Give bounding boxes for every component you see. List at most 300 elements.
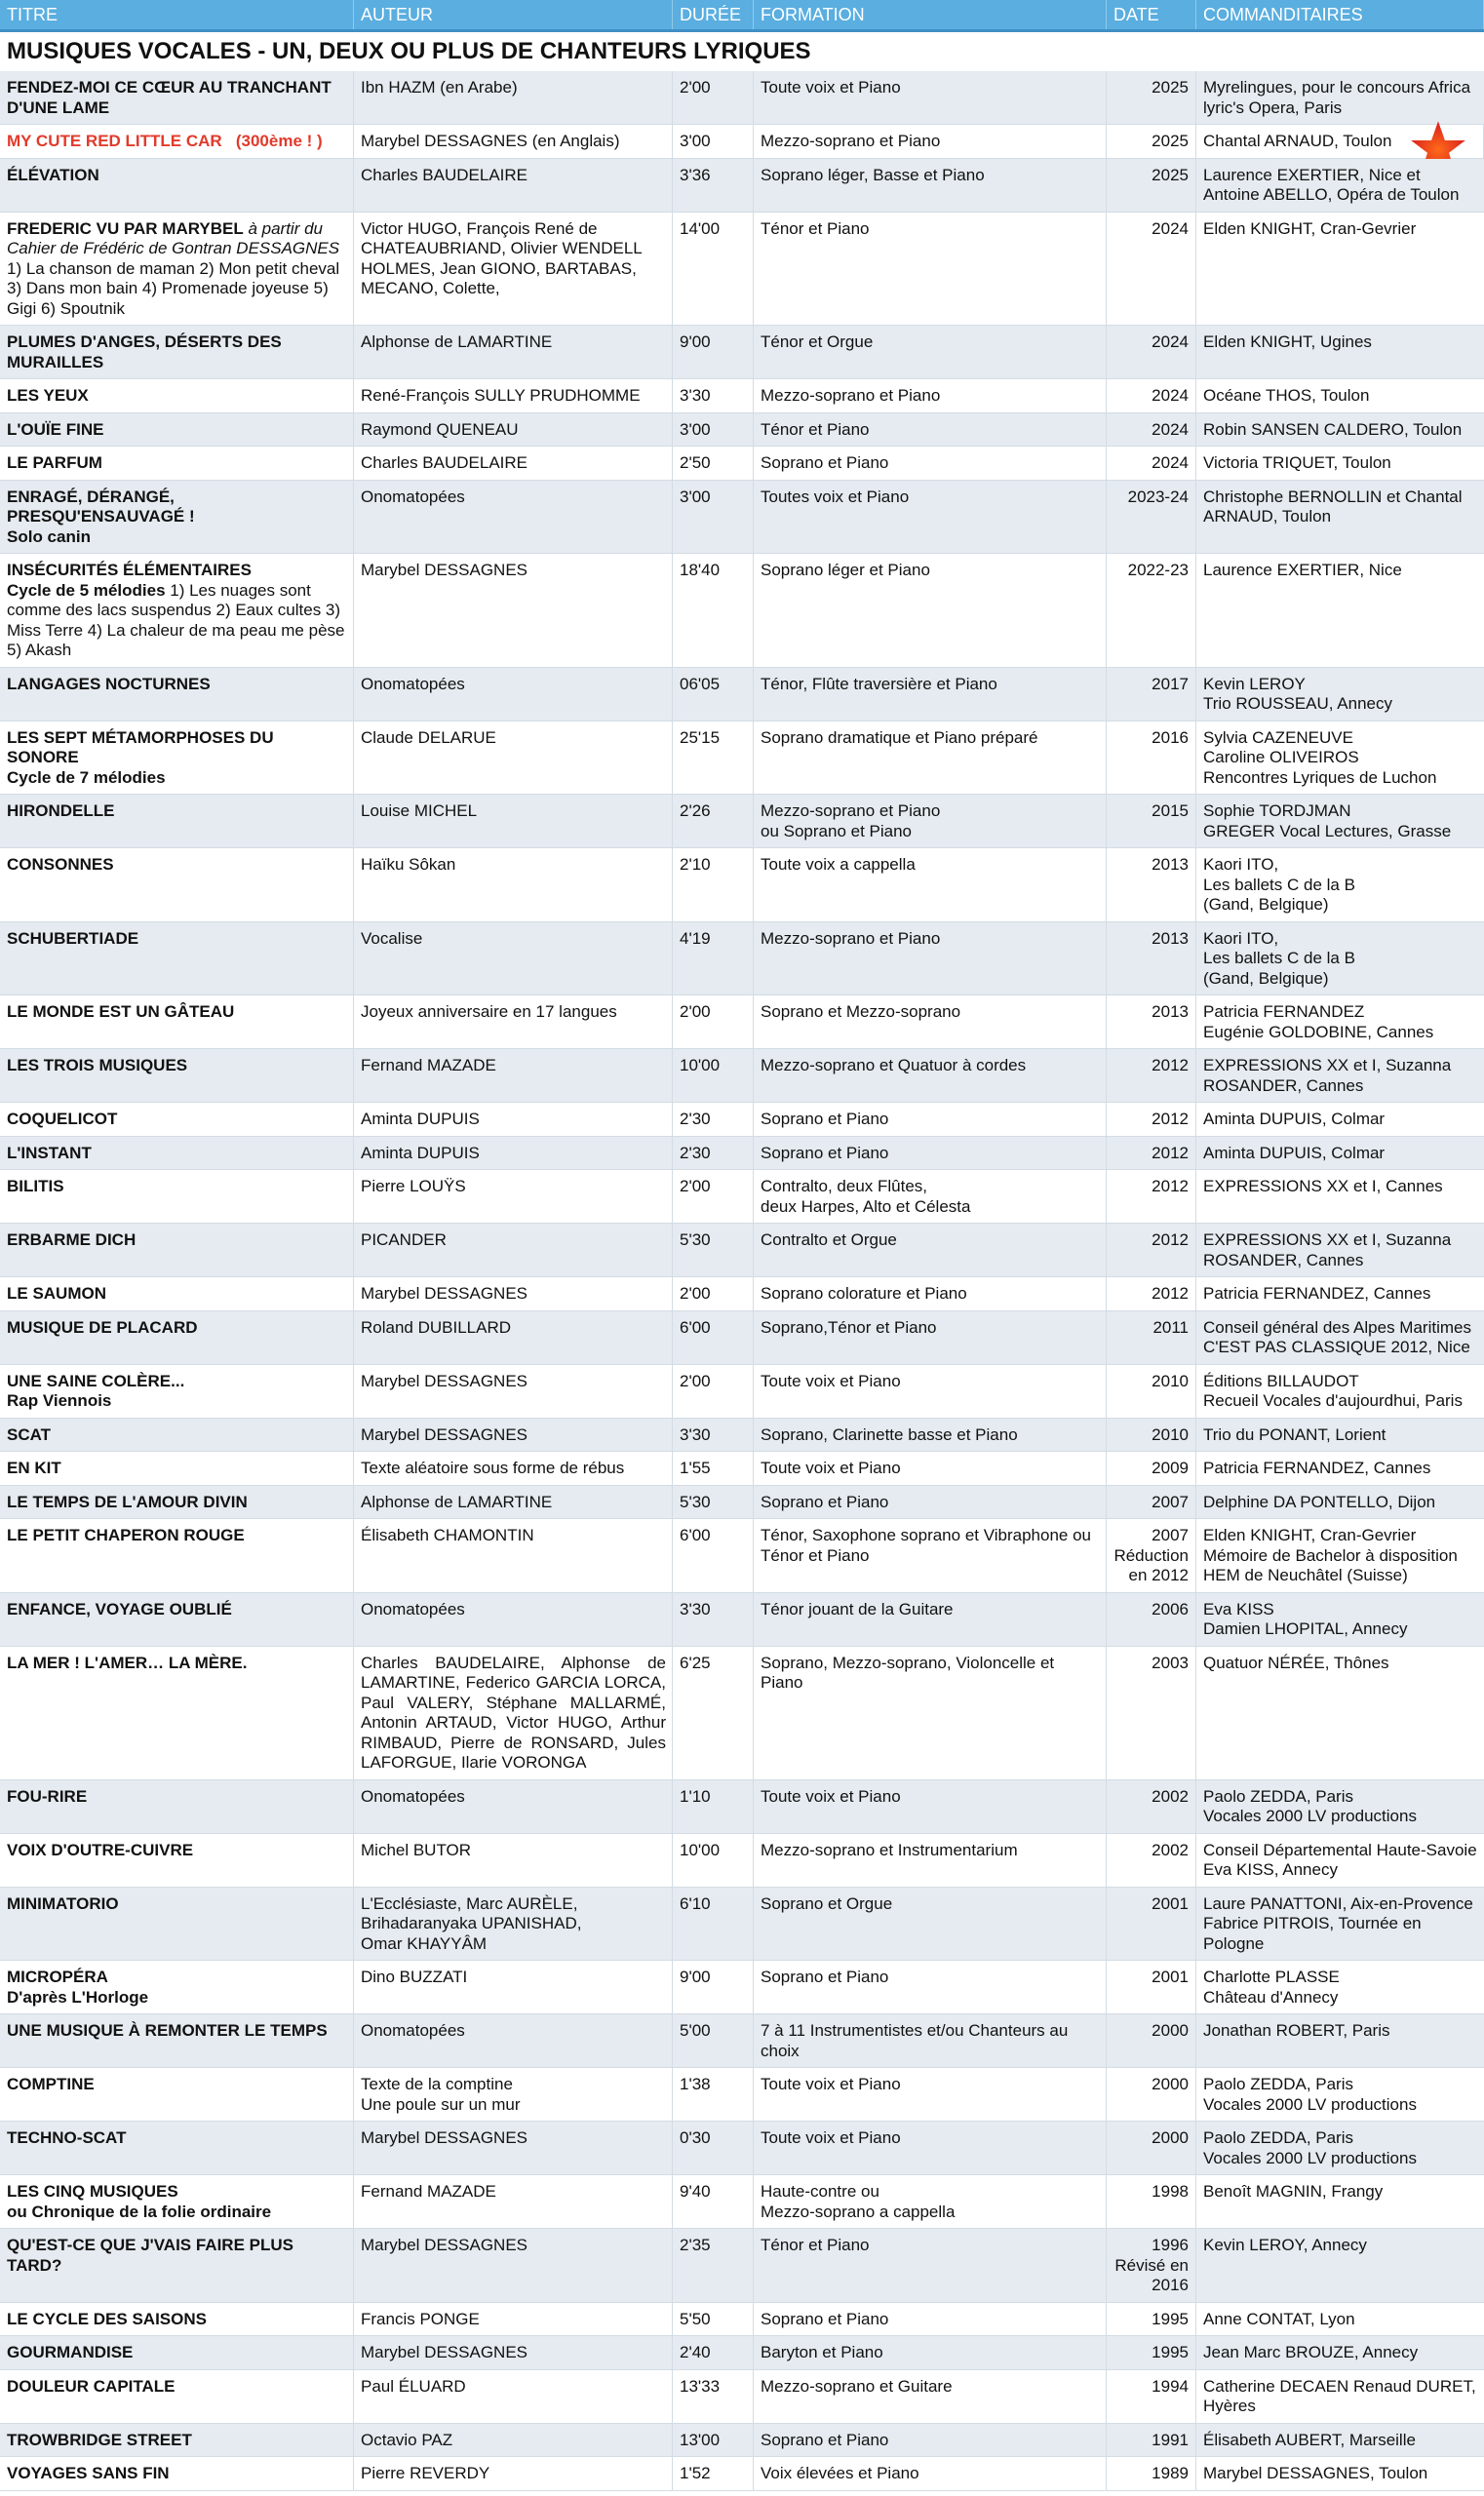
table-row[interactable] (0, 2122, 1484, 2175)
cell-date: 2024 (1107, 413, 1196, 447)
cell-duree: 18'40 (673, 554, 754, 667)
cell-commanditaires: Élisabeth AUBERT, Marseille (1203, 2430, 1416, 2449)
title-main: UNE MUSIQUE À REMONTER LE TEMPS (7, 2021, 328, 2040)
title-subtitle: Cycle de 5 mélodies (7, 580, 166, 600)
title-highlight-note: (300ème ! ) (221, 132, 323, 150)
cell-date: 2000 (1107, 2122, 1196, 2174)
cell-commanditaires: Delphine DA PONTELLO, Dijon (1203, 1492, 1436, 1511)
title-main: DOULEUR CAPITALE (7, 2376, 176, 2396)
cell-commanditaires: Eva KISS Damien LHOPITAL, Annecy (1203, 1599, 1408, 1638)
cell-auteur: Marybel DESSAGNES (354, 2122, 673, 2174)
cell-formation: Mezzo-soprano et Piano (754, 125, 1107, 158)
table-row[interactable] (0, 1452, 1484, 1486)
col-header-date[interactable]: DATE (1107, 0, 1196, 29)
cell-titre (0, 159, 354, 212)
table-row[interactable] (0, 1486, 1484, 1520)
cell-auteur: Marybel DESSAGNES (en Anglais) (354, 125, 673, 158)
cell-commanditaires: EXPRESSIONS XX et I, Suzanna ROSANDER, Cannes (1203, 1230, 1452, 1269)
table-row[interactable] (0, 481, 1484, 555)
title-main: MY CUTE RED LITTLE CAR (7, 132, 222, 150)
title-main: TROWBRIDGE STREET (7, 2430, 192, 2449)
title-main: L'INSTANT (7, 1143, 92, 1162)
cell-formation: Toute voix et Piano (754, 1452, 1107, 1485)
title-main: HIRONDELLE (7, 801, 115, 820)
cell-duree: 10'00 (673, 1049, 754, 1102)
cell-date: 2009 (1107, 1452, 1196, 1485)
cell-titre (0, 795, 354, 847)
title-italic-note: à partir du Cahier de Frédéric de Gontran DESSAGNES (7, 218, 340, 257)
table-row[interactable] (0, 2014, 1484, 2068)
cell-date: 2024 (1107, 213, 1196, 326)
cell-formation: Toute voix et Piano (754, 1365, 1107, 1418)
cell-formation: Ténor et Piano (754, 413, 1107, 447)
cell-duree: 10'00 (673, 1834, 754, 1887)
cell-date: 2025 (1107, 125, 1196, 158)
cell-duree: 13'00 (673, 2424, 754, 2457)
title-subtitle: ou Chronique de la folie ordinaire (7, 2202, 272, 2221)
section-title: MUSIQUES VOCALES - UN, DEUX OU PLUS DE CHANTEURS LYRIQUES (7, 38, 811, 64)
col-header-formation[interactable]: FORMATION (754, 0, 1107, 29)
title-main: LE CYCLE DES SAISONS (7, 2309, 207, 2328)
cell-date: 2024 (1107, 379, 1196, 412)
cell-titre (0, 995, 354, 1048)
cell-formation: Soprano et Piano (754, 1961, 1107, 2013)
cell-commanditaires: Aminta DUPUIS, Colmar (1203, 1110, 1386, 1128)
cell-duree: 2'10 (673, 848, 754, 921)
cell-formation: Soprano et Mezzo-soprano (754, 995, 1107, 1048)
cell-formation: Ténor et Orgue (754, 326, 1107, 378)
cell-formation: Soprano léger et Piano (754, 554, 1107, 667)
table-row[interactable] (0, 995, 1484, 1049)
cell-commanditaires: Conseil Départemental Haute-Savoie Eva KISS, Annecy (1203, 1840, 1477, 1879)
cell-duree: 3'00 (673, 125, 754, 158)
cell-titre (0, 2457, 354, 2490)
title-main: LA MER ! L'AMER… LA MÈRE. (7, 1653, 248, 1672)
cell-formation: Soprano, Mezzo-soprano, Violoncelle et Piano (754, 1647, 1107, 1779)
cell-formation: Toute voix et Piano (754, 2068, 1107, 2121)
cell-commanditaires: Éditions BILLAUDOT Recueil Vocales d'aujourdhui, Paris (1203, 1371, 1463, 1410)
title-main: LES TROIS MUSIQUES (7, 1056, 188, 1074)
cell-titre (0, 1834, 354, 1887)
cell-commanditaires: EXPRESSIONS XX et I, Suzanna ROSANDER, Cannes (1203, 1056, 1452, 1095)
title-main: ERBARME DICH (7, 1230, 137, 1249)
cell-duree: 9'00 (673, 326, 754, 378)
table-row[interactable] (0, 1834, 1484, 1888)
cell-commanditaires: Elden KNIGHT, Ugines (1203, 332, 1372, 351)
cell-auteur: Élisabeth CHAMONTIN (354, 1519, 673, 1592)
cell-commanditaires: Paolo ZEDDA, Paris Vocales 2000 LV productions (1203, 2075, 1417, 2114)
cell-auteur: L'Ecclésiaste, Marc AURÈLE, Brihadaranyaka UPANISHAD, Omar KHAYYÂM (354, 1888, 673, 1961)
cell-formation: Mezzo-soprano et Guitare (754, 2370, 1107, 2423)
cell-formation: Contralto et Orgue (754, 1224, 1107, 1276)
title-main: LE MONDE EST UN GÂTEAU (7, 1002, 235, 1021)
title-subtitle: Cycle de 7 mélodies (7, 767, 166, 787)
cell-duree: 1'55 (673, 1452, 754, 1485)
cell-titre (0, 2014, 354, 2067)
cell-auteur: Onomatopées (354, 481, 673, 554)
title-main: L'OUÏE FINE (7, 419, 104, 439)
title-main: ENFANCE, VOYAGE OUBLIÉ (7, 1599, 232, 1618)
cell-date: 2006 (1107, 1593, 1196, 1646)
cell-duree: 9'40 (673, 2175, 754, 2228)
cell-auteur: Charles BAUDELAIRE (354, 159, 673, 212)
cell-titre (0, 722, 354, 795)
cell-formation: Ténor, Saxophone soprano et Vibraphone ou Ténor et Piano (754, 1519, 1107, 1592)
cell-auteur: Marybel DESSAGNES (354, 2229, 673, 2302)
cell-date: 2010 (1107, 1419, 1196, 1452)
cell-commanditaires: Victoria TRIQUET, Toulon (1203, 453, 1391, 472)
table-row[interactable] (0, 2424, 1484, 2458)
table-row[interactable] (0, 2457, 1484, 2491)
cell-auteur: Paul ÉLUARD (354, 2370, 673, 2423)
table-row[interactable] (0, 2303, 1484, 2337)
cell-titre (0, 71, 354, 124)
table-row[interactable] (0, 922, 1484, 996)
table-row[interactable] (0, 326, 1484, 379)
cell-auteur: Raymond QUENEAU (354, 413, 673, 447)
cell-auteur: Aminta DUPUIS (354, 1103, 673, 1136)
title-main: LE TEMPS DE L'AMOUR DIVIN (7, 1492, 248, 1511)
table-row[interactable] (0, 447, 1484, 481)
cell-duree: 14'00 (673, 213, 754, 326)
cell-commanditaires: Benoît MAGNIN, Frangy (1203, 2182, 1384, 2201)
cell-auteur: Charles BAUDELAIRE (354, 447, 673, 480)
cell-auteur: Vocalise (354, 922, 673, 995)
title-main: GOURMANDISE (7, 2343, 134, 2361)
cell-duree: 5'30 (673, 1486, 754, 1519)
cell-commanditaires: Laurence EXERTIER, Nice et Antoine ABELLO, Opéra de Toulon (1203, 165, 1460, 204)
table-row[interactable] (0, 1311, 1484, 1365)
cell-commanditaires: Kevin LEROY, Annecy (1203, 2236, 1367, 2254)
title-subtitle: Rap Viennois (7, 1391, 112, 1410)
title-main: PLUMES D'ANGES, DÉSERTS DES MURAILLES (7, 332, 282, 371)
table-row[interactable] (0, 848, 1484, 922)
cell-commanditaires: Anne CONTAT, Lyon (1203, 2309, 1355, 2328)
cell-duree: 13'33 (673, 2370, 754, 2423)
cell-auteur: Alphonse de LAMARTINE (354, 1486, 673, 1519)
cell-commanditaires: Charlotte PLASSE Château d'Annecy (1203, 1968, 1340, 2007)
table-row[interactable] (0, 213, 1484, 327)
cell-commanditaires: Patricia FERNANDEZ, Cannes (1203, 1284, 1431, 1303)
cell-auteur: Onomatopées (354, 1593, 673, 1646)
cell-titre (0, 379, 354, 412)
title-main: LES SEPT MÉTAMORPHOSES DU SONORE (7, 727, 274, 766)
table-row[interactable] (0, 2068, 1484, 2122)
cell-date: 2017 (1107, 668, 1196, 721)
cell-formation: Soprano et Orgue (754, 1888, 1107, 1961)
table-row[interactable] (0, 1888, 1484, 1962)
cell-duree: 2'30 (673, 1103, 754, 1136)
cell-commanditaires: Océane THOS, Toulon (1203, 386, 1370, 405)
cell-date: 2012 (1107, 1277, 1196, 1310)
cell-auteur: Texte de la comptine Une poule sur un mur (354, 2068, 673, 2121)
cell-formation: Soprano colorature et Piano (754, 1277, 1107, 1310)
title-main: TECHNO-SCAT (7, 2128, 127, 2147)
cell-commanditaires: Laure PANATTONI, Aix-en-Provence Fabrice PITROIS, Tournée en Pologne (1203, 1893, 1473, 1953)
table-row[interactable] (0, 2229, 1484, 2303)
table-row[interactable] (0, 1961, 1484, 2014)
cell-formation: Soprano et Piano (754, 2303, 1107, 2336)
cell-commanditaires: Elden KNIGHT, Cran-Gevrier Mémoire de Bachelor à disposition HEM de Neuchâtel (Suisse) (1203, 1526, 1458, 1584)
cell-auteur: Dino BUZZATI (354, 1961, 673, 2013)
cell-titre (0, 1519, 354, 1592)
cell-titre (0, 447, 354, 480)
col-header-auteur[interactable]: AUTEUR (354, 0, 673, 29)
cell-titre (0, 1419, 354, 1452)
table-row[interactable] (0, 1103, 1484, 1137)
cell-titre (0, 2424, 354, 2457)
title-main: FREDERIC VU PAR MARYBEL (7, 218, 244, 238)
cell-titre (0, 1452, 354, 1485)
cell-date: 2013 (1107, 922, 1196, 995)
col-header-duree[interactable]: DURÉE (673, 0, 754, 29)
cell-formation: Soprano et Piano (754, 1103, 1107, 1136)
table-row[interactable] (0, 668, 1484, 722)
title-main: CONSONNES (7, 855, 114, 874)
table-row[interactable] (0, 1224, 1484, 1277)
cell-auteur: Aminta DUPUIS (354, 1137, 673, 1170)
cell-duree: 5'50 (673, 2303, 754, 2336)
cell-date: 2015 (1107, 795, 1196, 847)
cell-date: 2003 (1107, 1647, 1196, 1779)
title-main: UNE SAINE COLÈRE... (7, 1371, 185, 1390)
col-header-titre[interactable]: TITRE (0, 0, 354, 29)
cell-titre (0, 1170, 354, 1223)
cell-titre (0, 213, 354, 326)
cell-titre (0, 2303, 354, 2336)
title-main: FOU-RIRE (7, 1786, 88, 1806)
cell-formation: Mezzo-soprano et Piano ou Soprano et Piano (754, 795, 1107, 847)
cell-commanditaires: Jonathan ROBERT, Paris (1203, 2021, 1390, 2040)
cell-titre (0, 2370, 354, 2423)
cell-commanditaires: Chantal ARNAUD, Toulon (1196, 125, 1484, 158)
cell-commanditaires: Paolo ZEDDA, Paris Vocales 2000 LV productions (1203, 2128, 1417, 2167)
cell-duree: 0'30 (673, 2122, 754, 2174)
table-row[interactable] (0, 2175, 1484, 2229)
title-main: SCAT (7, 1424, 52, 1444)
cell-formation: Toute voix et Piano (754, 71, 1107, 124)
cell-titre (0, 554, 354, 667)
title-main: ENRAGÉ, DÉRANGÉ, PRESQU'ENSAUVAGÉ ! (7, 487, 195, 526)
cell-duree: 2'00 (673, 1277, 754, 1310)
table-row[interactable] (0, 413, 1484, 448)
cell-commanditaires: Trio du PONANT, Lorient (1203, 1424, 1386, 1444)
cell-date: 2024 (1107, 326, 1196, 378)
cell-formation: Soprano et Piano (754, 447, 1107, 480)
cell-duree: 6'10 (673, 1888, 754, 1961)
title-main: SCHUBERTIADE (7, 928, 139, 948)
cell-date: 2025 (1107, 159, 1196, 212)
cell-commanditaires: Sophie TORDJMAN GREGER Vocal Lectures, Grasse (1203, 801, 1452, 840)
cell-titre (0, 326, 354, 378)
title-main: FENDEZ-MOI CE CŒUR AU TRANCHANT D'UNE LAME (7, 78, 332, 117)
cell-titre (0, 1137, 354, 1170)
table-row[interactable] (0, 2336, 1484, 2370)
cell-date: 2000 (1107, 2014, 1196, 2067)
table-row[interactable] (0, 71, 1484, 125)
table-row[interactable] (0, 1277, 1484, 1311)
cell-titre (0, 2229, 354, 2302)
cell-duree: 1'52 (673, 2457, 754, 2490)
cell-titre (0, 1224, 354, 1276)
cell-auteur: Alphonse de LAMARTINE (354, 326, 673, 378)
cell-auteur: Marybel DESSAGNES (354, 554, 673, 667)
cell-duree: 2'26 (673, 795, 754, 847)
table-row[interactable] (0, 1137, 1484, 1171)
table-row[interactable] (0, 1593, 1484, 1647)
cell-auteur: Octavio PAZ (354, 2424, 673, 2457)
cell-formation: Toute voix et Piano (754, 2122, 1107, 2174)
cell-commanditaires: Jean Marc BROUZE, Annecy (1203, 2343, 1419, 2361)
cell-duree: 25'15 (673, 722, 754, 795)
title-main: COMPTINE (7, 2075, 95, 2093)
cell-auteur: Francis PONGE (354, 2303, 673, 2336)
cell-titre (0, 922, 354, 995)
table-row[interactable] (0, 1365, 1484, 1419)
cell-formation: Mezzo-soprano et Quatuor à cordes (754, 1049, 1107, 1102)
cell-auteur: Marybel DESSAGNES (354, 1419, 673, 1452)
title-main: BILITIS (7, 1177, 64, 1195)
cell-date: 2001 (1107, 1888, 1196, 1961)
table-row[interactable] (0, 159, 1484, 213)
table-row[interactable] (0, 722, 1484, 796)
title-main: MINIMATORIO (7, 1893, 119, 1913)
cell-commanditaires: Paolo ZEDDA, Paris Vocales 2000 LV productions (1203, 1786, 1417, 1825)
cell-commanditaires: Aminta DUPUIS, Colmar (1203, 1143, 1386, 1162)
cell-date: 1991 (1107, 2424, 1196, 2457)
table-row[interactable] (0, 795, 1484, 848)
cell-commanditaires: Christophe BERNOLLIN et Chantal ARNAUD, Toulon (1203, 487, 1463, 526)
cell-duree: 9'00 (673, 1961, 754, 2013)
cell-auteur: Victor HUGO, François René de CHATEAUBRIAND, Olivier WENDELL HOLMES, Jean GIONO, BARTABAS, MECANO, Colette, (354, 213, 673, 326)
cell-titre (0, 2068, 354, 2121)
cell-date: 2000 (1107, 2068, 1196, 2121)
cell-auteur: Fernand MAZADE (354, 2175, 673, 2228)
table-row[interactable] (0, 1780, 1484, 1834)
cell-titre (0, 1311, 354, 1364)
cell-titre (0, 125, 354, 158)
table-row[interactable] (0, 2370, 1484, 2424)
cell-formation: Contralto, deux Flûtes, deux Harpes, Alto et Célesta (754, 1170, 1107, 1223)
table-row[interactable] (0, 1519, 1484, 1593)
cell-duree: 1'38 (673, 2068, 754, 2121)
cell-duree: 3'36 (673, 159, 754, 212)
cell-commanditaires: Patricia FERNANDEZ, Cannes (1203, 1459, 1431, 1477)
cell-auteur: Onomatopées (354, 2014, 673, 2067)
cell-commanditaires: Quatuor NÉRÉE, Thônes (1203, 1653, 1389, 1672)
cell-duree: 5'00 (673, 2014, 754, 2067)
col-header-commanditaires[interactable]: COMMANDITAIRES (1196, 0, 1484, 29)
cell-formation: Voix élevées et Piano (754, 2457, 1107, 2490)
cell-date: 2013 (1107, 848, 1196, 921)
cell-date: 2022-23 (1107, 554, 1196, 667)
cell-date: 2002 (1107, 1780, 1196, 1833)
cell-duree: 5'30 (673, 1224, 754, 1276)
cell-formation: Soprano dramatique et Piano préparé (754, 722, 1107, 795)
cell-titre (0, 2336, 354, 2369)
table-row[interactable] (0, 1170, 1484, 1224)
cell-commanditaires: Elden KNIGHT, Cran-Gevrier (1203, 218, 1417, 238)
cell-date: 2007 (1107, 1486, 1196, 1519)
cell-commanditaires: Kaori ITO, Les ballets C de la B (Gand, Belgique) (1203, 855, 1355, 914)
title-detail: 1) Les nuages sont comme des lacs suspendus 2) Eaux cultes 3) Miss Terre 4) La chaleur de ma peau me pèse 5) Akash (7, 580, 345, 659)
cell-duree: 3'30 (673, 1419, 754, 1452)
cell-commanditaires: Laurence EXERTIER, Nice (1203, 561, 1402, 579)
title-main: VOIX D'OUTRE-CUIVRE (7, 1840, 194, 1859)
cell-formation: Soprano et Piano (754, 2424, 1107, 2457)
cell-commanditaires: Conseil général des Alpes Maritimes C'EST PAS CLASSIQUE 2012, Nice (1203, 1317, 1471, 1356)
cell-titre (0, 2175, 354, 2228)
cell-titre (0, 1593, 354, 1646)
cell-commanditaires: Robin SANSEN CALDERO, Toulon (1203, 419, 1463, 439)
cell-formation: Soprano,Ténor et Piano (754, 1311, 1107, 1364)
cell-titre (0, 1277, 354, 1310)
cell-auteur: Claude DELARUE (354, 722, 673, 795)
cell-date: 2002 (1107, 1834, 1196, 1887)
cell-formation: Ténor et Piano (754, 2229, 1107, 2302)
title-main: VOYAGES SANS FIN (7, 2464, 170, 2482)
cell-auteur: Pierre LOUŸS (354, 1170, 673, 1223)
cell-auteur: Pierre REVERDY (354, 2457, 673, 2490)
cell-titre (0, 1486, 354, 1519)
table-row[interactable] (0, 125, 1484, 159)
cell-titre (0, 668, 354, 721)
table-row[interactable] (0, 1647, 1484, 1780)
cell-commanditaires: EXPRESSIONS XX et I, Cannes (1203, 1177, 1443, 1195)
cell-titre (0, 1103, 354, 1136)
table-row[interactable] (0, 1419, 1484, 1453)
title-main: LES YEUX (7, 386, 89, 405)
cell-formation: Soprano et Piano (754, 1137, 1107, 1170)
cell-duree: 3'30 (673, 379, 754, 412)
cell-formation: Mezzo-soprano et Piano (754, 922, 1107, 995)
cell-commanditaires: Myrelingues, pour le concours Africa lyric's Opera, Paris (1203, 78, 1471, 117)
cell-formation: Mezzo-soprano et Instrumentarium (754, 1834, 1107, 1887)
title-main: MICROPÉRA (7, 1968, 108, 1986)
cell-auteur: Marybel DESSAGNES (354, 1365, 673, 1418)
cell-date: 1989 (1107, 2457, 1196, 2490)
cell-formation: Toute voix et Piano (754, 1780, 1107, 1833)
cell-date: 2012 (1107, 1170, 1196, 1223)
cell-date: 2001 (1107, 1961, 1196, 2013)
cell-duree: 2'30 (673, 1137, 754, 1170)
cell-date: 2007 Réduction en 2012 (1107, 1519, 1196, 1592)
cell-date: 2012 (1107, 1049, 1196, 1102)
title-main: LE SAUMON (7, 1284, 106, 1303)
title-main: LANGAGES NOCTURNES (7, 674, 211, 693)
table-row[interactable] (0, 1049, 1484, 1103)
cell-formation: Toute voix a cappella (754, 848, 1107, 921)
cell-auteur: Texte aléatoire sous forme de rébus (354, 1452, 673, 1485)
cell-auteur: Michel BUTOR (354, 1834, 673, 1887)
title-main: INSÉCURITÉS ÉLÉMENTAIRES (7, 561, 252, 579)
title-main: ÉLÉVATION (7, 165, 99, 184)
cell-duree: 6'00 (673, 1519, 754, 1592)
cell-duree: 2'00 (673, 71, 754, 124)
table-row[interactable] (0, 554, 1484, 668)
cell-titre (0, 481, 354, 554)
cell-date: 1995 (1107, 2336, 1196, 2369)
table-row[interactable] (0, 379, 1484, 413)
cell-formation: Toutes voix et Piano (754, 481, 1107, 554)
title-main: LES CINQ MUSIQUES (7, 2182, 178, 2201)
cell-formation: Ténor et Piano (754, 213, 1107, 326)
cell-auteur: Louise MICHEL (354, 795, 673, 847)
cell-commanditaires: Patricia FERNANDEZ Eugénie GOLDOBINE, Cannes (1203, 1002, 1434, 1041)
cell-duree: 2'35 (673, 2229, 754, 2302)
cell-auteur: Joyeux anniversaire en 17 langues (354, 995, 673, 1048)
cell-commanditaires: Sylvia CAZENEUVE Caroline OLIVEIROS Rencontres Lyriques de Luchon (1203, 727, 1437, 787)
